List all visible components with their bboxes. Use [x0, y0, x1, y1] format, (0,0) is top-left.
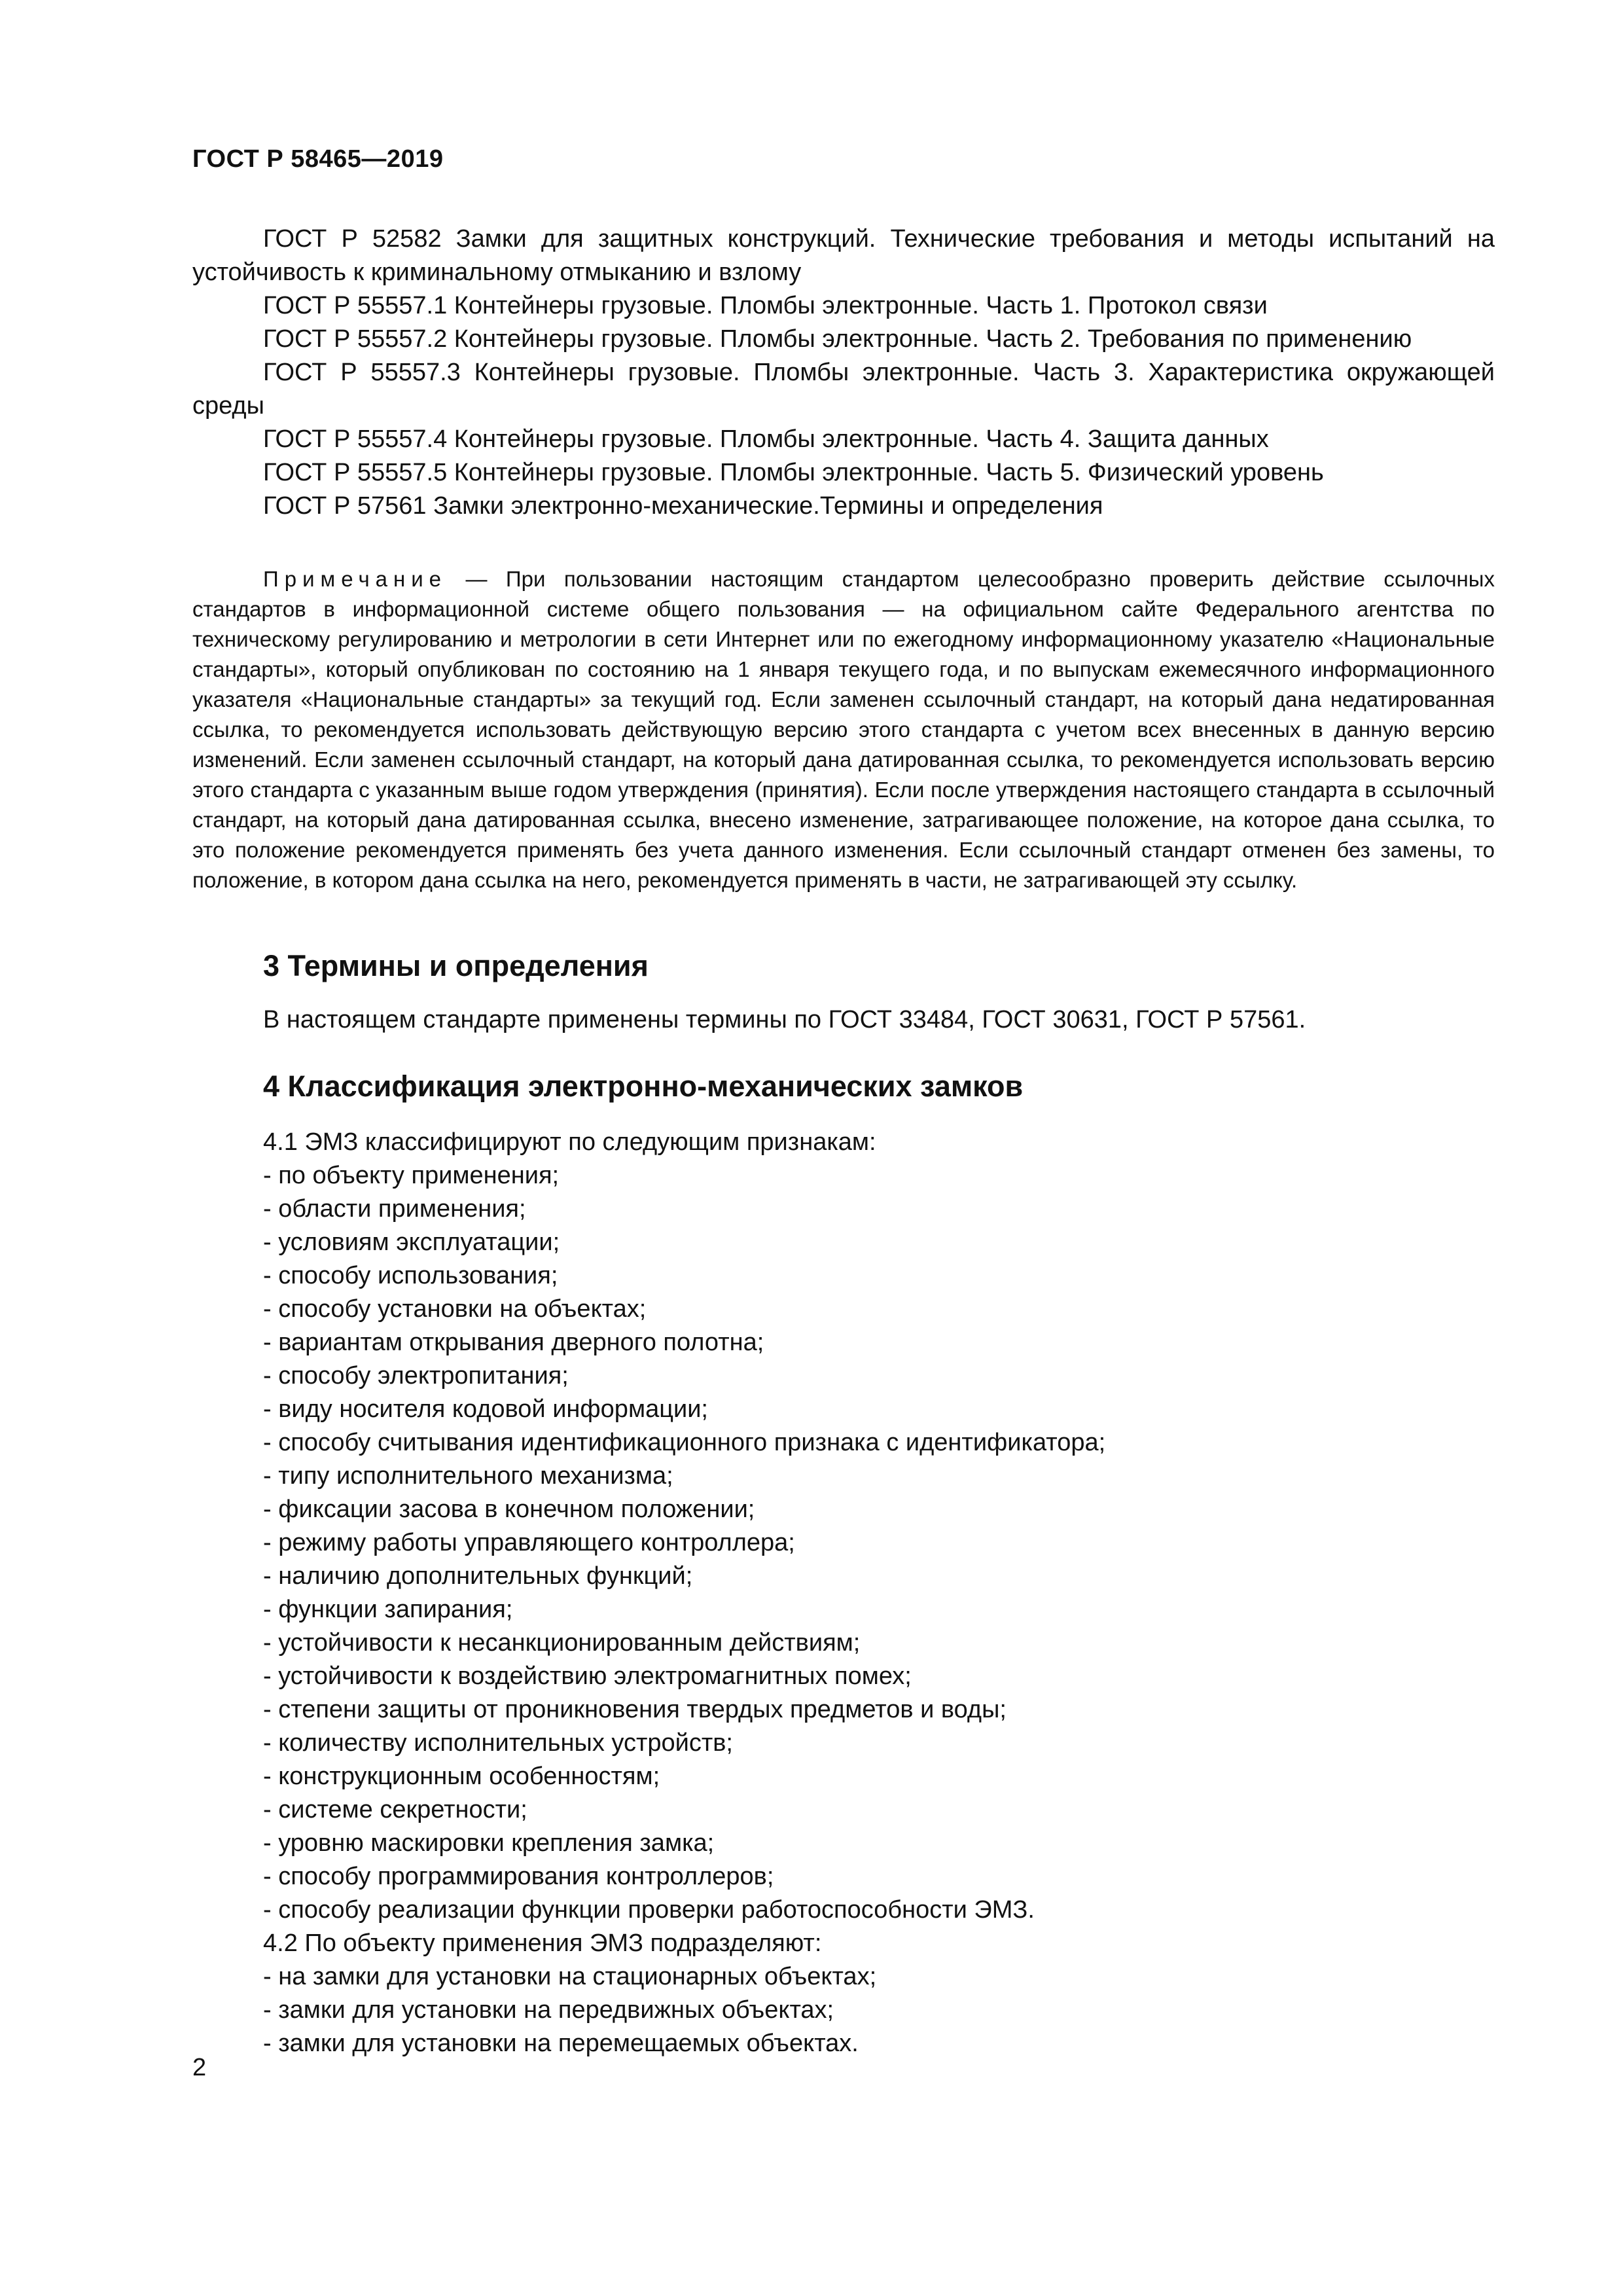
page-number: 2	[192, 2054, 207, 2081]
clause-4-1: 4.1 ЭМЗ классифицируют по следующим признакам:	[263, 1128, 876, 1156]
list-item: - способу использования;	[263, 1262, 558, 1289]
reference-item: ГОСТ Р 55557.2 Контейнеры грузовые. Пломбы электронные. Часть 2. Требования по применению	[263, 325, 1412, 353]
normative-references	[192, 223, 1495, 523]
list-item: - замки для установки на перемещаемых объектах.	[263, 2030, 859, 2057]
note-text: — При пользовании настоящим стандартом целесообразно проверить действие ссылочных стандартов в информационной системе общего пользования — на официальном сайте Федерального агентства по техническому регулированию и метрологии в сети Интернет или по ежегодному информационному указателю «Национальные стандарты», который опубликован по состоянию на 1 января текущего года, и по выпускам ежемесячного информационного указателя «Национальные стандарты» за текущий год. Если заменен ссылочный стандарт, на который дана недатированная ссылка, то рекомендуется использовать действующую версию этого стандарта с учетом всех внесенных в данную версию изменений. Если заменен ссылочный стандарт, на который дана датированная ссылка, то рекомендуется использовать версию этого стандарта с указанным выше годом утверждения (принятия). Если после утверждения настоящего стандарта в ссылочный стандарт, на который дана датированная ссылка, внесено изменение, затрагивающее положение, на которое дана ссылка, то это положение рекомендуется применять без учета данного изменения. Если ссылочный стандарт отменен без замены, то положение, в котором дана ссылка на него, рекомендуется применять в части, не затрагивающей эту ссылку.	[192, 567, 1495, 892]
section-4-heading: 4 Классификация электронно-механических замков	[263, 1069, 1024, 1103]
list-item: - способу считывания идентификационного признака с идентификатора;	[263, 1429, 1106, 1456]
standard-number-header: ГОСТ Р 58465—2019	[192, 145, 444, 173]
reference-item: ГОСТ Р 57561 Замки электронно-механические.Термины и определения	[263, 492, 1103, 520]
list-item: - фиксации засова в конечном положении;	[263, 1496, 755, 1523]
reference-item: ГОСТ Р 52582 Замки для защитных конструкций. Технические требования и методы испытаний на устойчивость к криминальному отмыканию и взлому	[192, 225, 1495, 286]
list-item: - способу установки на объектах;	[263, 1295, 647, 1323]
list-item: - количеству исполнительных устройств;	[263, 1729, 733, 1757]
list-item: - способу электропитания;	[263, 1362, 569, 1390]
list-item: - устойчивости к воздействию электромагнитных помех;	[263, 1662, 912, 1690]
list-item: - типу исполнительного механизма;	[263, 1462, 673, 1490]
list-item: - вариантам открывания дверного полотна;	[263, 1329, 764, 1356]
list-item: - уровню маскировки крепления замка;	[263, 1829, 715, 1857]
list-item: - по объекту применения;	[263, 1162, 560, 1189]
reference-item: ГОСТ Р 55557.5 Контейнеры грузовые. Пломбы электронные. Часть 5. Физический уровень	[263, 459, 1324, 486]
reference-item: ГОСТ Р 55557.1 Контейнеры грузовые. Пломбы электронные. Часть 1. Протокол связи	[263, 292, 1268, 319]
clause-4-2: 4.2 По объекту применения ЭМЗ подразделяют:	[263, 1929, 822, 1957]
list-item: - способу программирования контроллеров;	[263, 1863, 774, 1890]
list-item: - режиму работы управляющего контроллера;	[263, 1529, 795, 1556]
note-paragraph	[192, 564, 1495, 895]
section-4-content	[263, 1126, 1493, 2060]
list-item: - условиям эксплуатации;	[263, 1229, 560, 1256]
list-item: - области применения;	[263, 1195, 526, 1223]
list-item: - степени защиты от проникновения твердых предметов и воды;	[263, 1696, 1007, 1723]
list-item: - устойчивости к несанкционированным действиям;	[263, 1629, 861, 1657]
reference-item: ГОСТ Р 55557.3 Контейнеры грузовые. Пломбы электронные. Часть 3. Характеристика окружающей среды	[192, 359, 1495, 420]
section-3-text: В настоящем стандарте применены термины по ГОСТ 33484, ГОСТ 30631, ГОСТ Р 57561.	[263, 1006, 1306, 1033]
list-item: - функции запирания;	[263, 1596, 513, 1623]
list-item: - замки для установки на передвижных объектах;	[263, 1996, 834, 2024]
list-item: - наличию дополнительных функций;	[263, 1562, 693, 1590]
list-item: - виду носителя кодовой информации;	[263, 1395, 708, 1423]
list-item: - системе секретности;	[263, 1796, 527, 1823]
list-item: - на замки для установки на стационарных объектах;	[263, 1963, 877, 1990]
list-item: - способу реализации функции проверки работоспособности ЭМЗ.	[263, 1896, 1035, 1924]
reference-item: ГОСТ Р 55557.4 Контейнеры грузовые. Пломбы электронные. Часть 4. Защита данных	[263, 425, 1269, 453]
list-item: - конструкционным особенностям;	[263, 1763, 660, 1790]
note-label: Примечание	[263, 567, 448, 591]
section-3-heading: 3 Термины и определения	[263, 949, 649, 982]
